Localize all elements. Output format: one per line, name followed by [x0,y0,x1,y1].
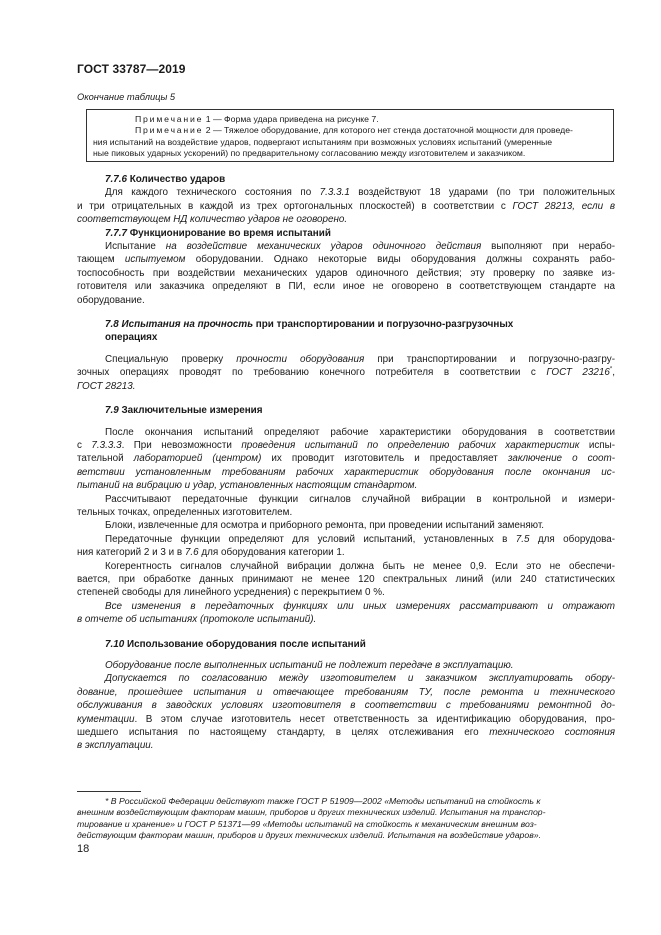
page-header: ГОСТ 33787—2019 [77,62,186,76]
paragraph: Оборудование после выполненных испытаний не подлежит передаче в эксплуатацию. [105,660,514,671]
paragraph-line: ветствии установленным требованиям рабочих характеристик оборудования после окончания ис- [77,466,615,478]
paragraph-line: тающем испытуемом оборудовании. Однако некоторые виды оборудования должны сохранять рабо- [77,254,615,266]
note-2-line-3: ные пиковых ударных ускорений) по предварительному согласованию между изготовителем и заказчиком. [93,148,526,159]
footnote-line: * В Российской Федерации действуют также ГОСТ Р 51909—2002 «Методы испытаний на стойкость к [105,796,541,806]
paragraph: Испытание на воздействие механических ударов одиночного действия выполняют при нерабо- [105,241,615,253]
note-2: Примечание 2 — Тяжелое оборудование, для которого нет стенда достаточной мощности для проведе- [135,125,573,136]
paragraph-line: обслуживания в заводских условиях изготовителя в соответствии с требованиями ремонтной до- [77,700,615,712]
paragraph-line: ГОСТ 28213. [77,380,136,392]
table-notes-box [86,109,614,162]
paragraph-line: с 7.3.3.3. При невозможности проведения испытаний по определению рабочих характеристик испы- [77,439,616,451]
paragraph-line: оборудование. [77,294,145,306]
paragraph-line: в отчете об испытаниях (протоколе испытаний). [77,614,317,626]
note-1: Примечание 1 — Форма удара приведена на рисунке 7. [135,114,379,124]
footnote [77,796,615,841]
section-heading-7-7-7: 7.7.7 Функционирование во время испытаний [105,227,331,239]
paragraph: Допускается по согласованию между изготовителем и заказчиком эксплуатировать обору- [105,673,615,685]
paragraph-line: тельных точках, определенных изготовителем. [77,506,293,518]
paragraph: Специальную проверку прочности оборудования при транспортировании и погрузочно-разгру- [105,353,615,365]
paragraph: Передаточные функции определяют для условий испытаний, установленных в 7.5 для оборудова- [105,533,615,545]
document-body [77,173,615,753]
paragraph-line: кументации. В этом случае изготовитель несет ответственность за идентификацию оборудования, про- [77,713,615,725]
section-heading-7-8: 7.8 Испытания на прочность при транспортировании и погрузочно-разгрузочных [105,319,514,331]
paragraph-line: в эксплуатации. [77,740,154,752]
footnote-line: действующим факторам машин, приборов и других технических изделий. Испытания на воздействие ударов». [77,829,541,840]
section-heading-7-8-line-2: операциях [105,332,158,344]
paragraph-line: соответствующем НД количество ударов не оговорено. [77,214,348,226]
footnote-line: внешним воздействующим факторам машин, приборов и других технических изделий. Испытания на транспор- [77,807,546,818]
note-label: Примечание [135,114,204,124]
paragraph: После окончания испытаний определяют рабочие характеристики оборудования в соответствии [105,426,615,438]
paragraph: Когерентность сигналов случайной вибрации должна быть не менее 0,9. Если это не обеспечи- [105,560,615,572]
paragraph: Все изменения в передаточных функциях или иных измерениях рассматривают и отражают [105,600,615,612]
table-caption: Окончание таблицы 5 [77,92,176,102]
section-heading-7-10: 7.10 Использование оборудования после испытаний [105,638,366,650]
paragraph-line: зочных операциях проводят по требованию конечного потребителя в соответствии с ГОСТ 23216*, [77,366,615,379]
paragraph: Для каждого технического состояния по 7.3.3.1 воздействуют 18 ударами (по три положительных [105,187,615,199]
footnote-divider [77,791,141,792]
paragraph-line: дование, прошедшее испытания и отвечающее требованиям ТУ, после ремонта и технического [77,686,615,698]
note-2-line-2: ния испытаний на воздействие ударов, подвергают испытаниям при возможных условиях испытаний (умеренные [93,136,553,147]
section-heading-7-7-6: 7.7.6 Количество ударов [105,174,226,185]
paragraph-line: степеней свободы для линейного усреднения) с перекрытием 0 %. [77,587,385,599]
note-label: Примечание [135,125,204,136]
paragraph: Рассчитывают передаточные функции сигналов случайной вибрации в контрольной и измери- [105,493,615,505]
paragraph-line: тоспособность при воздействии механических ударов одиночного действия; эту проверку по заявке из- [77,267,615,279]
footnote-line: тирование и хранение» и ГОСТ Р 51371—99 «Методы испытаний на стойкость к механическим внешним воз- [77,818,537,829]
paragraph-line: пытаний на вибрацию и удар, установленных настоящим стандартом. [77,480,418,492]
paragraph-line: тательной лабораторией (центром) их проводит изготовитель и предоставляет заключение о соот- [77,453,616,465]
paragraph: Блоки, извлеченные для осмотра и приборного ремонта, при проведении испытаний заменяют. [105,520,545,532]
paragraph-line: ния категорий 2 и 3 и в 7.6 для оборудования категории 1. [77,547,345,559]
section-heading-7-9: 7.9 Заключительные измерения [105,405,263,417]
footnote-marker: * [609,366,613,373]
page-number: 18 [77,843,90,855]
paragraph-line: и три отрицательных в каждой из трех ортогональных плоскостей) в соответствии с ГОСТ 28213, если в [77,200,615,212]
paragraph-line: вается, при обработке данных принимают не менее 120 спектральных линий (или 240 статистических [77,573,615,585]
paragraph-line: готовителя или заказчика определяют в ПИ, если иное не оговорено в соответствующем стандарте на [77,281,615,293]
paragraph-line: шедшего испытания по настоящему стандарту, в целях отслеживания его технического состояния [77,727,615,739]
